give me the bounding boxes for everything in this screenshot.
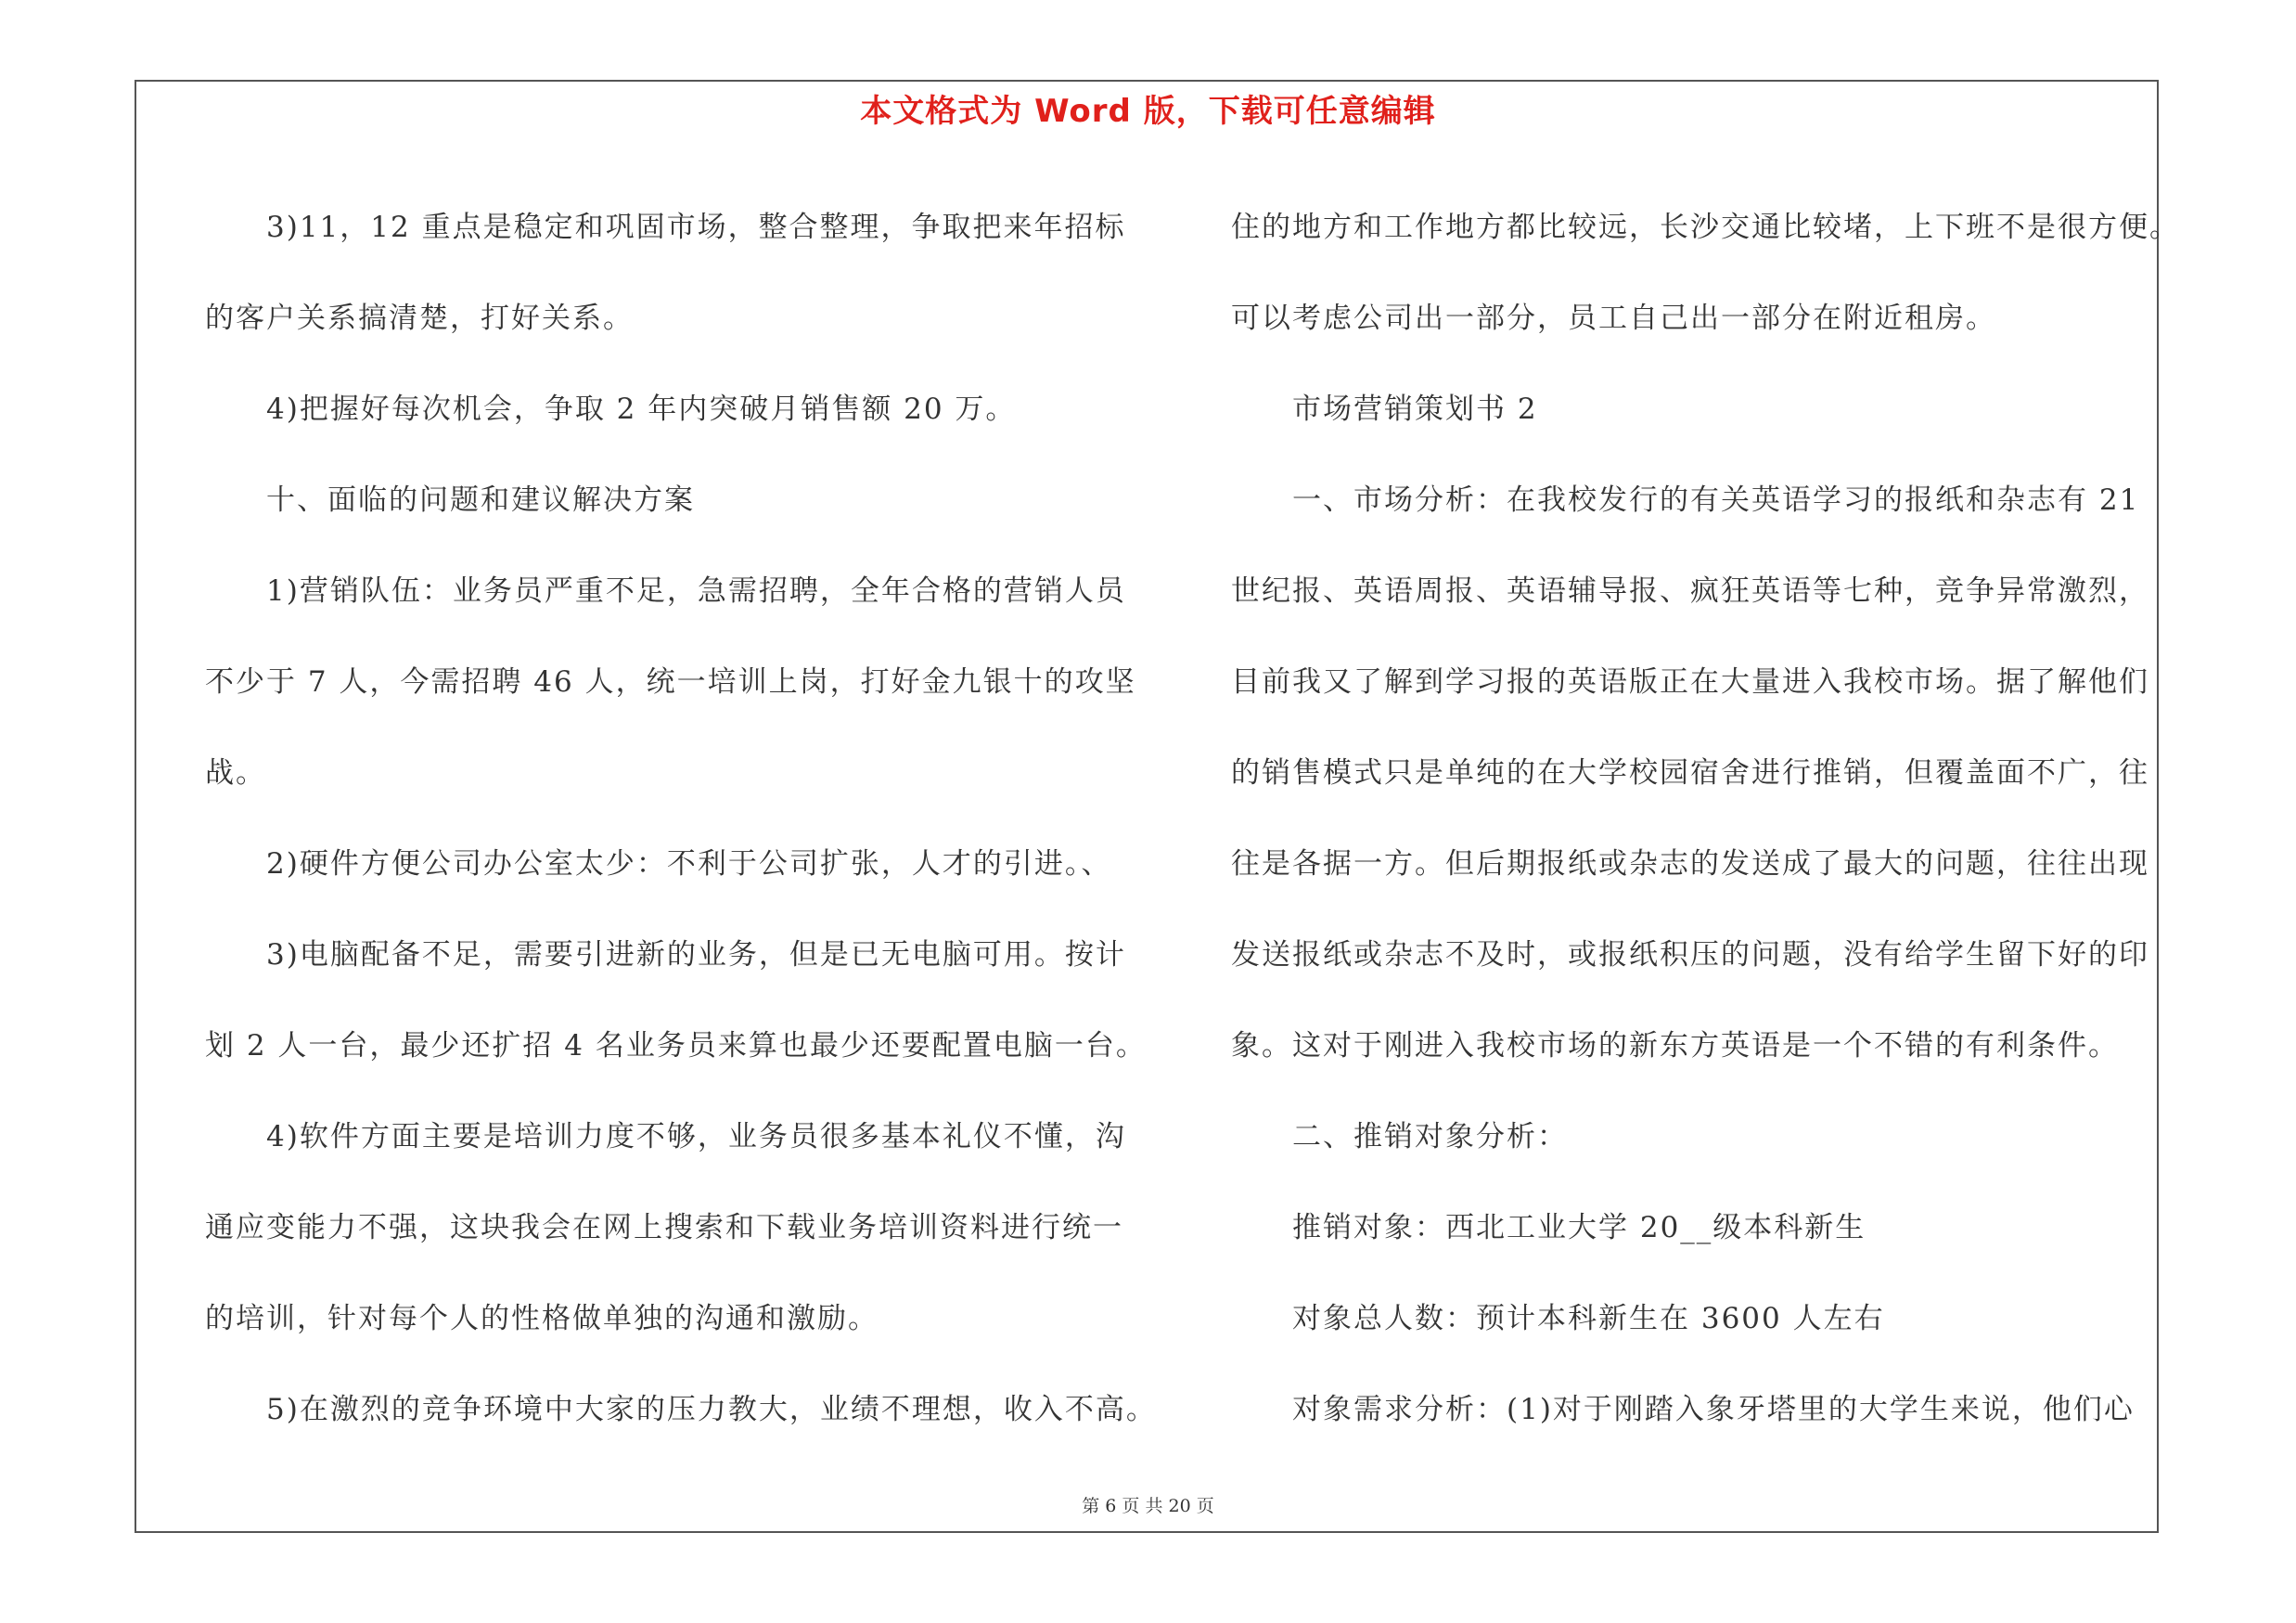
text-line: 对象需求分析：(1)对于刚踏入象牙塔里的大学生来说，他们心 [1231, 1393, 2135, 1426]
section-heading: 十、面临的问题和建议解决方案 [205, 483, 695, 517]
text-line: 不少于 7 人，今需招聘 46 人，统一培训上岗，打好金九银十的攻坚 [205, 665, 1136, 699]
left-text-column [205, 182, 1157, 1455]
text-line: 往是各据一方。但后期报纸或杂志的发送成了最大的问题，往往出现 [1231, 847, 2149, 881]
text-line: 可以考虑公司出一部分，员工自己出一部分在附近租房。 [1231, 302, 1996, 335]
text-line: 4)软件方面主要是培训力度不够，业务员很多基本礼仪不懂，沟 [205, 1120, 1126, 1153]
text-line: 发送报纸或杂志不及时，或报纸积压的问题，没有给学生留下好的印 [1231, 938, 2149, 972]
text-line: 的培训，针对每个人的性格做单独的沟通和激励。 [205, 1302, 879, 1335]
text-line: 3)11，12 重点是稳定和巩固市场，整合整理，争取把来年招标 [205, 211, 1126, 244]
text-line: 世纪报、英语周报、英语辅导报、疯狂英语等七种，竞争异常激烈， [1231, 574, 2149, 608]
text-line: 对象总人数：预计本科新生在 3600 人左右 [1231, 1302, 1885, 1335]
editable-notice-banner: 本文格式为 Word 版，下载可任意编辑 [860, 93, 1436, 130]
page-number-footer: 第 6 页 共 20 页 [1082, 1496, 1214, 1516]
text-line: 1)营销队伍：业务员严重不足，急需招聘，全年合格的营销人员 [205, 574, 1126, 608]
text-line: 战。 [205, 756, 266, 790]
text-line: 3)电脑配备不足，需要引进新的业务，但是已无电脑可用。按计 [205, 938, 1126, 972]
text-line: 目前我又了解到学习报的英语版正在大量进入我校市场。据了解他们 [1231, 665, 2149, 699]
text-line: 的客户关系搞清楚，打好关系。 [205, 302, 634, 335]
text-line: 的销售模式只是单纯的在大学校园宿舍进行推销，但覆盖面不广，往 [1231, 756, 2149, 790]
text-line: 2)硬件方便公司办公室太少：不利于公司扩张，人才的引进。、 [205, 847, 1112, 881]
text-line: 4)把握好每次机会，争取 2 年内突破月销售额 20 万。 [205, 393, 1017, 426]
text-line: 通应变能力不强，这块我会在网上搜索和下载业务培训资料进行统一 [205, 1211, 1123, 1244]
section-heading: 二、推销对象分析： [1231, 1120, 1568, 1153]
section-heading: 市场营销策划书 2 [1231, 393, 1538, 426]
text-line: 推销对象：西北工业大学 20__级本科新生 [1231, 1211, 1866, 1244]
text-line: 象。这对于刚进入我校市场的新东方英语是一个不错的有利条件。 [1231, 1029, 2119, 1063]
text-line: 住的地方和工作地方都比较远，长沙交通比较堵，上下班不是很方便。 [1231, 211, 2180, 244]
text-line: 一、市场分析：在我校发行的有关英语学习的报纸和杂志有 21 [1231, 483, 2140, 517]
right-text-column [1231, 182, 2180, 1455]
text-line: 划 2 人一台，最少还扩招 4 名业务员来算也最少还要配置电脑一台。 [205, 1029, 1147, 1063]
text-line: 5)在激烈的竞争环境中大家的压力教大，业绩不理想，收入不高。 [205, 1393, 1157, 1426]
